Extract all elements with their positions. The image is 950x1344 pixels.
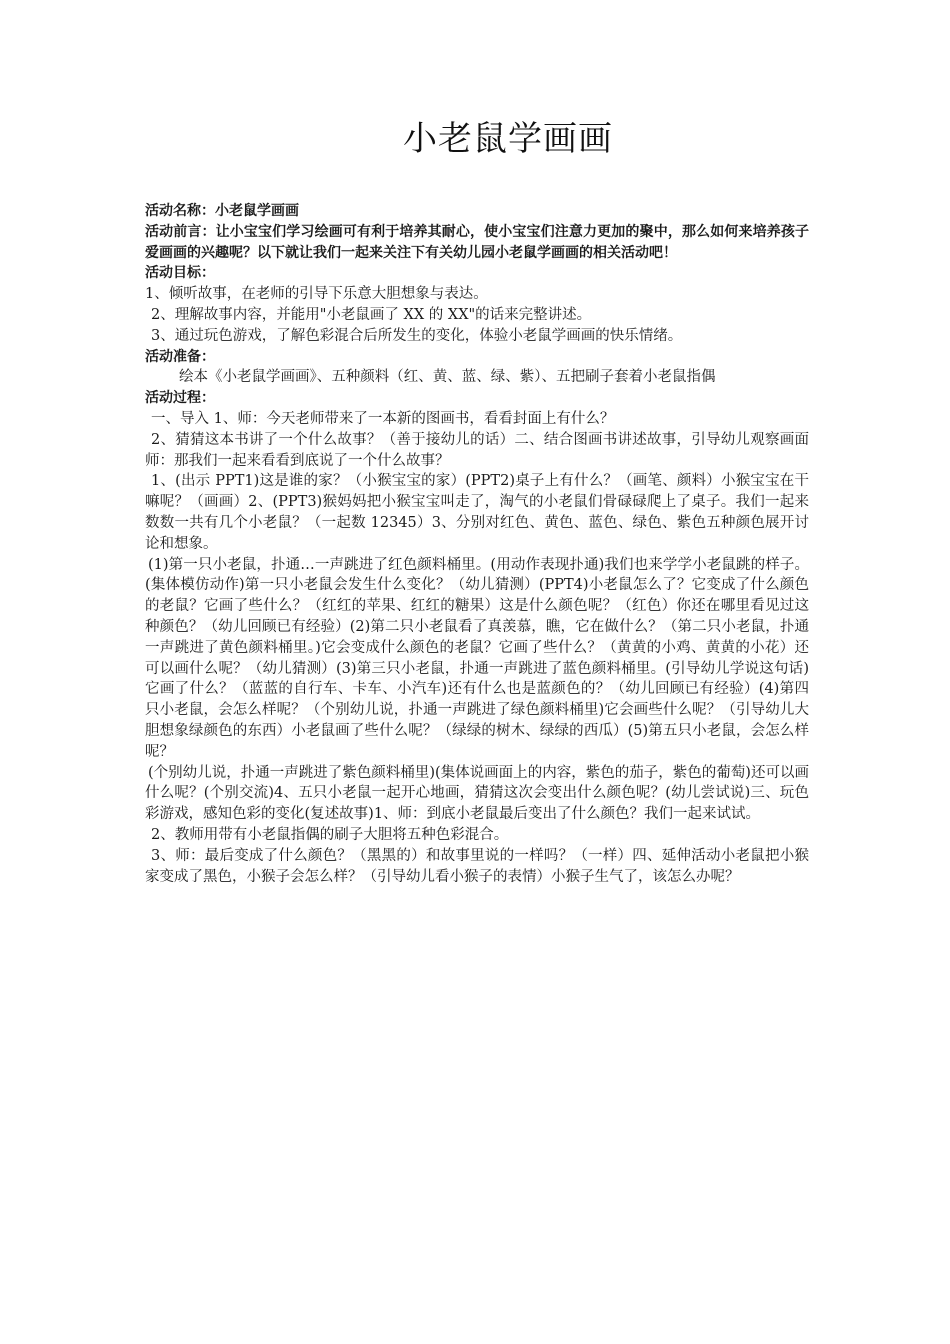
goal-item: 3、通过玩色游戏，了解色彩混合后所发生的变化，体验小老鼠学画画的快乐情绪。: [151, 327, 683, 344]
document-title: 小老鼠学画画: [403, 119, 613, 159]
activity-name: 活动名称：小老鼠学画画: [145, 203, 299, 219]
process-paragraph: (个别幼儿说，扑通一声跳进了紫色颜料桶里)(集体说画面上的内容，紫色的茄子，紫色的葡萄)还可以画什么呢？(个别交流)4、五只小老鼠一起开心地画，猜猜这次会变出什么颜色呢？(幼儿尝试说)三、玩色彩游戏，感知色彩的变化(复述故事)1、师：到底小老鼠最后变出了什么颜色？我们一起来试试。: [145, 764, 809, 823]
activity-preface: 活动前言：让小宝宝们学习绘画可有利于培养其耐心，使小宝宝们注意力更加的聚中，那么如何来培养孩子爱画画的兴趣呢？以下就让我们一起来关注下有关幼儿园小老鼠学画画的相关活动吧！: [145, 223, 809, 261]
process-paragraph: 2、教师用带有小老鼠指偶的刷子大胆将五种色彩混合。: [151, 826, 509, 843]
process-paragraph: 3、师：最后变成了什么颜色？（黑黑的）和故事里说的一样吗？（一样）四、延伸活动小老鼠把小猴家变成了黑色，小猴子会怎么样？（引导幼儿看小猴子的表情）小猴子生气了，该怎么办呢？: [145, 847, 809, 885]
goals-heading: 活动目标：: [145, 265, 215, 282]
prep-heading: 活动准备：: [145, 348, 215, 365]
process-heading: 活动过程：: [145, 390, 215, 407]
prep-text: 绘本《小老鼠学画画》、五种颜料（红、黄、蓝、绿、紫）、五把刷子套着小老鼠指偶: [179, 369, 716, 386]
process-paragraph: 1、(出示 PPT1)这是谁的家？（小猴宝宝的家）(PPT2)桌子上有什么？（画笔、颜料）小猴宝宝在干嘛呢？（画画）2、(PPT3)猴妈妈把小猴宝宝叫走了，淘气的小老鼠们骨碌碌爬上了桌子。我们一起来数数一共有几个小老鼠？（一起数 12345）3、分别对红色、黄色、蓝色、绿色、紫色五种颜色展开讨论和想象。: [145, 473, 809, 552]
goal-item: 1、倾听故事，在老师的引导下乐意大胆想象与表达。: [145, 286, 488, 303]
goal-item: 2、理解故事内容，并能用"小老鼠画了 XX 的 XX"的话来完整讲述。: [151, 306, 592, 323]
process-paragraph: 2、猜猜这本书讲了一个什么故事？（善于接幼儿的话）二、结合图画书讲述故事，引导幼儿观察画面师：那我们一起来看看到底说了一个什么故事？: [145, 431, 809, 469]
process-paragraph: (1)第一只小老鼠，扑通…一声跳进了红色颜料桶里。(用动作表现扑通)我们也来学学小老鼠跳的样子。(集体模仿动作)第一只小老鼠会发生什么变化？（幼儿猜测）(PPT4)小老鼠怎么了？它变成了什么颜色的老鼠？它画了些什么？（红红的苹果、红红的糖果）这是什么颜色呢？（红色）你还在哪里看见过这种颜色？（幼儿回顾已有经验）(2)第二只小老鼠看了真羡慕，瞧，它在做什么？（第二只小老鼠，扑通一声跳进了黄色颜料桶里。)它会变成什么颜色的老鼠？它画了些什么？（黄黄的小鸡、黄黄的小花）还可以画什么呢？（幼儿猜测）(3)第三只小老鼠，扑通一声跳进了蓝色颜料桶里。(引导幼儿学说这句话)它画了什么？（蓝蓝的自行车、卡车、小汽车)还有什么也是蓝颜色的？（幼儿回顾已有经验）(4)第四只小老鼠，会怎么样呢？（个别幼儿说，扑通一声跳进了绿色颜料桶里)它会画些什么呢？（引导幼儿大胆想象绿颜色的东西）小老鼠画了些什么呢？（绿绿的树木、绿绿的西瓜）(5)第五只小老鼠，会怎么样呢？: [145, 556, 809, 760]
process-paragraph: 一、导入 1、师：今天老师带来了一本新的图画书，看看封面上有什么？: [151, 410, 615, 427]
document-body: [145, 201, 809, 887]
